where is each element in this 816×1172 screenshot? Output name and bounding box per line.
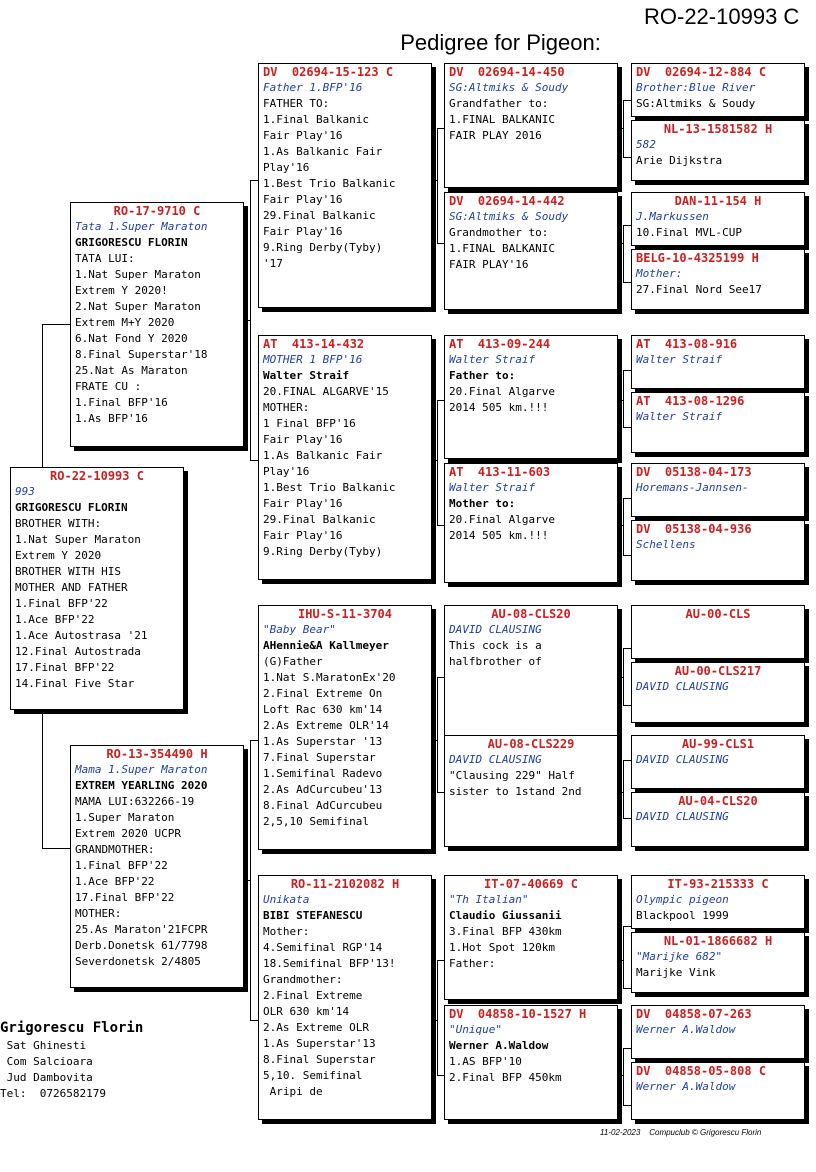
connector-line — [437, 960, 444, 961]
pigeon-info-line: Father to: — [449, 369, 516, 382]
pigeon-info-line: Werner A.Waldow — [449, 1039, 549, 1052]
connector-line — [623, 282, 631, 283]
pigeon-box-grandparent-2[interactable] — [258, 335, 432, 580]
pigeon-info-line: 2.As AdCurcubeu'13 — [263, 783, 383, 796]
pigeon-info-line: EXTREM YEARLING 2020 — [75, 779, 208, 792]
pigeon-box-great-grandparent-3[interactable] — [444, 335, 618, 459]
connector-line — [623, 648, 624, 705]
connector-line — [437, 128, 438, 243]
pigeon-info-line: FAIR PLAY'16 — [449, 258, 529, 271]
pigeon-info-line: Play'16 — [263, 465, 310, 478]
connector-line — [250, 180, 258, 181]
pigeon-info-line: Brother:Blue River — [636, 81, 756, 94]
pigeon-info-line: Walter Straif — [263, 369, 350, 382]
pigeon-info-line: BROTHER WITH HIS — [15, 565, 121, 578]
connector-line — [437, 677, 444, 678]
pigeon-info-line: 25.As Maraton'21FCPR — [75, 923, 208, 936]
pigeon-box-ancestor-2[interactable] — [631, 120, 805, 181]
ring-number: RO-11-2102082 H — [290, 877, 400, 891]
pigeon-info-line: Werner A.Waldow — [636, 1080, 736, 1093]
ring-number: DAN-11-154 H — [674, 194, 762, 208]
pigeon-box-ancestor-5[interactable] — [631, 335, 805, 389]
connector-line — [437, 243, 444, 244]
ring-number: AT 413-09-244 — [449, 337, 551, 351]
ring-number: AU-08-CLS229 — [487, 737, 575, 751]
pigeon-info-line: 17.Final BFP'22 — [15, 661, 115, 674]
pigeon-info-line: Loft Rac 630 km'14 — [263, 703, 383, 716]
pigeon-box-great-grandparent-1[interactable] — [444, 63, 618, 188]
connector-line — [437, 400, 438, 525]
pigeon-info-line: "Baby Bear" — [263, 623, 336, 636]
pigeon-box-great-grandparent-8[interactable] — [444, 1005, 618, 1120]
connector-line — [623, 818, 631, 819]
pigeon-info-line: 14.Final Five Star — [15, 677, 135, 690]
pigeon-info-line: 29.Final Balkanic — [263, 513, 376, 526]
pigeon-info-line: "Marijke 682" — [636, 950, 723, 963]
connector-line — [623, 370, 624, 427]
pigeon-info-line: 1 Final BFP'16 — [263, 417, 356, 430]
pigeon-info-line: Severdonetsk 2/4805 — [75, 955, 201, 968]
pigeon-box-great-grandparent-7[interactable] — [444, 875, 618, 1000]
pigeon-info-line: Fair Play'16 — [263, 529, 343, 542]
ring-number: RO-22-10993 C — [50, 469, 144, 483]
pigeon-info-line: 2.As Extreme OLR — [263, 1021, 369, 1034]
connector-line — [250, 1020, 258, 1021]
pigeon-info-line: 1.As Superstar '13 — [263, 735, 383, 748]
pigeon-box-great-grandparent-6[interactable] — [444, 735, 618, 847]
pigeon-info-line: OLR 630 km'14 — [263, 1005, 350, 1018]
ring-number: RO-13-354490 H — [106, 747, 208, 761]
pigeon-info-line: 1.AS BFP'10 — [449, 1055, 522, 1068]
pigeon-info-line: Blackpool 1999 — [636, 909, 729, 922]
pigeon-info-line: 2.Final Extreme — [263, 989, 363, 1002]
connector-line — [42, 848, 70, 849]
pigeon-info-line: Father 1.BFP'16 — [263, 81, 363, 94]
pigeon-info-line: 8.Final AdCurcubeu — [263, 799, 383, 812]
owner-address-2: Com Salcioara — [0, 1055, 93, 1068]
connector-line — [623, 498, 631, 499]
pigeon-info-line: (G)Father — [263, 655, 323, 668]
connector-line — [623, 1048, 631, 1049]
ring-number: AT 413-11-603 — [449, 465, 551, 479]
pigeon-info-line: Mama 1.Super Maraton — [75, 763, 208, 776]
connector-line — [623, 100, 624, 157]
pigeon-info-line: Extrem Y 2020! — [75, 284, 168, 297]
pigeon-info-line: 20.Final Algarve — [449, 385, 555, 398]
pigeon-info-line: J.Markussen — [636, 210, 709, 223]
pigeon-box-ancestor-7[interactable] — [631, 463, 805, 517]
pigeon-info-line: 10.Final MVL-CUP — [636, 226, 742, 239]
pigeon-info-line: 993 — [15, 485, 35, 498]
pigeon-info-line: DAVID CLAUSING — [636, 810, 729, 823]
ring-number: BELG-10-4325199 H — [636, 251, 759, 265]
pigeon-info-line: 1.Nat Super Maraton — [75, 268, 201, 281]
connector-line — [250, 740, 258, 741]
pigeon-info-line: Father: — [449, 957, 496, 970]
pigeon-info-line: 1.As Balkanic Fair — [263, 449, 383, 462]
pigeon-info-line: 3.Final BFP 430km — [449, 925, 562, 938]
connector-line — [623, 370, 631, 371]
pigeon-box-ancestor-1[interactable] — [631, 63, 805, 117]
ring-number: DV 05138-04-936 — [636, 522, 752, 536]
pigeon-info-line: 1.As BFP'16 — [75, 412, 148, 425]
pigeon-info-line: "Unique" — [449, 1023, 502, 1036]
footer-credit: 11-02-2023 Compuclub © Grigorescu Florin — [600, 1128, 762, 1137]
pigeon-info-line: 1.Nat S.MaratonEx'20 — [263, 671, 396, 684]
pigeon-info-line: GRIGORESCU FLORIN — [75, 236, 188, 249]
pigeon-info-line: This cock is a — [449, 639, 542, 652]
owner-phone: Tel: 0726582179 — [0, 1087, 106, 1100]
pigeon-box-ancestor-10[interactable] — [631, 662, 805, 723]
pigeon-info-line: SG:Altmiks & Soudy — [449, 210, 569, 223]
pigeon-info-line: 1.Nat Super Maraton — [15, 533, 141, 546]
pigeon-info-line: MOTHER: — [75, 907, 122, 920]
pigeon-info-line: 2.Nat Super Maraton — [75, 300, 201, 313]
ring-number: DV 04858-05-808 C — [636, 1064, 767, 1078]
pigeon-info-line: 12.Final Autostrada — [15, 645, 141, 658]
pigeon-info-line: 1.Ace Autostrasa '21 — [15, 629, 148, 642]
pigeon-info-line: TATA LUI: — [75, 252, 135, 265]
pigeon-info-line: halfbrother of — [449, 655, 542, 668]
pigeon-info-line: 9.Ring Derby(Tyby) — [263, 545, 383, 558]
pigeon-info-line: Arie Dijkstra — [636, 154, 723, 167]
pigeon-info-line: Play'16 — [263, 161, 310, 174]
connector-line — [623, 926, 631, 927]
pigeon-info-line: Walter Straif — [449, 353, 536, 366]
pigeon-info-line: MOTHER: — [263, 401, 310, 414]
pigeon-info-line: Grandfather to: — [449, 97, 549, 110]
pigeon-info-line: 1.Semifinal Radevo — [263, 767, 383, 780]
pigeon-box-ancestor-13[interactable] — [631, 875, 805, 929]
pigeon-info-line: Olympic pigeon — [636, 893, 729, 906]
pigeon-box-ancestor-16[interactable] — [631, 1062, 805, 1120]
connector-line — [42, 324, 43, 469]
ring-number: AU-08-CLS20 — [491, 607, 571, 621]
pigeon-info-line: MAMA LUI:632266-19 — [75, 795, 195, 808]
pigeon-info-line: 1.Final BFP'22 — [15, 597, 108, 610]
connector-line — [42, 708, 43, 848]
pigeon-info-line: 582 — [636, 138, 656, 151]
pigeon-info-line: Grandmother to: — [449, 226, 549, 239]
pigeon-info-line: MOTHER AND FATHER — [15, 581, 128, 594]
pigeon-box-ancestor-8[interactable] — [631, 520, 805, 581]
pigeon-info-line: 2014 505 km.!!! — [449, 529, 549, 542]
connector-line — [437, 677, 438, 792]
connector-line — [623, 157, 631, 158]
connector-line — [623, 760, 631, 761]
pigeon-info-line: 8.Final Superstar — [263, 1053, 376, 1066]
pigeon-box-ancestor-3[interactable] — [631, 192, 805, 246]
pigeon-info-line: 2.Final BFP 450km — [449, 1071, 562, 1084]
pigeon-box-great-grandparent-2[interactable] — [444, 192, 618, 310]
owner-address-1: Sat Ghinesti — [0, 1039, 87, 1052]
ring-number: AU-99-CLS1 — [681, 737, 755, 751]
pigeon-box-ancestor-15[interactable] — [631, 1005, 805, 1059]
pigeon-info-line: GRANDMOTHER: — [75, 843, 155, 856]
connector-line — [623, 1105, 631, 1106]
pigeon-info-line: Marijke Vink — [636, 966, 716, 979]
pigeon-info-line: GRIGORESCU FLORIN — [15, 501, 128, 514]
ring-number: DV 02694-14-442 — [449, 194, 565, 208]
pigeon-info-line: 1.Final BFP'16 — [75, 396, 168, 409]
pigeon-info-line: 27.Final Nord See17 — [636, 283, 762, 296]
pigeon-box-great-grandparent-5[interactable] — [444, 605, 618, 743]
pigeon-info-line: Fair Play'16 — [263, 433, 343, 446]
pigeon-box-grandparent-1[interactable] — [258, 63, 432, 308]
ring-number: AU-04-CLS20 — [678, 794, 758, 808]
pigeon-info-line: Grandmother: — [263, 973, 343, 986]
pigeon-info-line: 7.Final Superstar — [263, 751, 376, 764]
connector-line — [623, 648, 631, 649]
ring-number: NL-13-1581582 H — [663, 122, 773, 136]
pigeon-info-line: 1.Ace BFP'22 — [15, 613, 95, 626]
pigeon-info-line: Mother: — [263, 925, 310, 938]
pigeon-box-ancestor-6[interactable] — [631, 392, 805, 453]
pigeon-info-line: Horemans-Jannsen- — [636, 481, 749, 494]
pigeon-info-line: Extrem Y 2020 — [15, 549, 102, 562]
owner-name: Grigorescu Florin — [0, 1020, 144, 1036]
pigeon-box-ancestor-11[interactable] — [631, 735, 805, 789]
ring-number: IHU-S-11-3704 — [298, 607, 392, 621]
connector-line — [250, 740, 251, 1020]
pigeon-info-line: Mother: — [636, 267, 683, 280]
ring-number: AT 413-08-1296 — [636, 394, 745, 408]
pigeon-info-line: AHennie&A Kallmeyer — [263, 639, 389, 652]
pigeon-box-ancestor-4[interactable] — [631, 249, 805, 310]
connector-line — [623, 988, 631, 989]
pigeon-info-line: 18.Semifinal BFP'13! — [263, 957, 396, 970]
ring-number: DV 04858-07-263 — [636, 1007, 752, 1021]
pigeon-info-line: 2014 505 km.!!! — [449, 401, 549, 414]
ring-number: DV 02694-15-123 C — [263, 65, 394, 79]
pigeon-info-line: Tata 1.Super Maraton — [75, 220, 208, 233]
connector-line — [623, 100, 631, 101]
ring-number: DV 05138-04-173 — [636, 465, 752, 479]
pigeon-info-line: 29.Final Balkanic — [263, 209, 376, 222]
ring-number: AT 413-14-432 — [263, 337, 365, 351]
connector-line — [437, 400, 444, 401]
pigeon-info-line: MOTHER 1 BFP'16 — [263, 353, 363, 366]
pigeon-info-line: 1.Ace BFP'22 — [75, 875, 155, 888]
connector-line — [623, 705, 631, 706]
pigeon-box-sire[interactable] — [70, 202, 244, 447]
pigeon-info-line: FRATE CU : — [75, 380, 142, 393]
pigeon-info-line: "Th Italian" — [449, 893, 529, 906]
pigeon-info-line: DAVID CLAUSING — [449, 753, 542, 766]
ring-number: AU-00-CLS217 — [674, 664, 762, 678]
ring-number: AT 413-08-916 — [636, 337, 738, 351]
pigeon-info-line: 20.Final Algarve — [449, 513, 555, 526]
pigeon-info-line: 6.Nat Fond Y 2020 — [75, 332, 188, 345]
pigeon-info-line: Fair Play'16 — [263, 497, 343, 510]
ring-number: IT-93-215333 C — [667, 877, 769, 891]
pigeon-info-line: Mother to: — [449, 497, 516, 510]
pigeon-info-line: 1.Final BFP'22 — [75, 859, 168, 872]
pigeon-info-line: 1.Final Balkanic — [263, 113, 369, 126]
ring-number: DV 02694-12-884 C — [636, 65, 767, 79]
pigeon-info-line: Derb.Donetsk 61/7798 — [75, 939, 208, 952]
pigeon-info-line: Walter Straif — [636, 410, 723, 423]
connector-line — [437, 960, 438, 1075]
pigeon-info-line: 2.As Extreme OLR'14 — [263, 719, 389, 732]
connector-line — [250, 460, 258, 461]
ring-number: NL-01-1866682 H — [663, 934, 773, 948]
pigeon-info-line: 2,5,10 Semifinal — [263, 815, 369, 828]
connector-line — [437, 1075, 444, 1076]
title-label: Pedigree for Pigeon: — [400, 30, 601, 55]
pigeon-info-line: SG:Altmiks & Soudy — [449, 81, 569, 94]
ring-number: AU-00-CLS — [685, 607, 751, 621]
pigeon-info-line: Claudio Giussanii — [449, 909, 562, 922]
pigeon-info-line: 1.As Balkanic Fair — [263, 145, 383, 158]
pigeon-info-line: FATHER TO: — [263, 97, 330, 110]
pigeon-info-line: 4.Semifinal RGP'14 — [263, 941, 383, 954]
pigeon-info-line: Fair Play'16 — [263, 225, 343, 238]
connector-line — [437, 128, 444, 129]
pigeon-info-line: 2.Final Extreme On — [263, 687, 383, 700]
pigeon-info-line: Aripi de — [263, 1085, 323, 1098]
pigeon-info-line: Werner A.Waldow — [636, 1023, 736, 1036]
pigeon-box-ancestor-14[interactable] — [631, 932, 805, 993]
connector-line — [623, 760, 624, 818]
page-title — [388, 4, 800, 56]
connector-line — [42, 324, 70, 325]
pigeon-info-line: BROTHER WITH: — [15, 517, 102, 530]
connector-line — [623, 555, 631, 556]
owner-address-3: Jud Dambovita — [0, 1071, 93, 1084]
connector-line — [623, 1048, 624, 1105]
pigeon-info-line: 1.Hot Spot 120km — [449, 941, 555, 954]
ring-number: IT-07-40669 C — [484, 877, 578, 891]
pigeon-info-line: Extrem M+Y 2020 — [75, 316, 175, 329]
pigeon-info-line: DAVID CLAUSING — [636, 753, 729, 766]
pigeon-info-line: 17.Final BFP'22 — [75, 891, 175, 904]
pigeon-info-line: DAVID CLAUSING — [636, 680, 729, 693]
pigeon-box-subject[interactable] — [10, 467, 184, 710]
pigeon-info-line: Unikata — [263, 893, 310, 906]
connector-line — [623, 225, 624, 282]
pigeon-box-grandparent-3[interactable] — [258, 605, 432, 850]
pigeon-info-line: "Clausing 229" Half — [449, 769, 575, 782]
pigeon-info-line: 1.Best Trio Balkanic — [263, 481, 396, 494]
pigeon-info-line: 20.FINAL ALGARVE'15 — [263, 385, 389, 398]
title-ring: RO-22-10993 C — [644, 4, 800, 29]
pigeon-info-line: 8.Final Superstar'18 — [75, 348, 208, 361]
pigeon-info-line: 1.Super Maraton — [75, 811, 175, 824]
pigeon-info-line: Schellens — [636, 538, 696, 551]
pigeon-info-line: 1.Best Trio Balkanic — [263, 177, 396, 190]
pigeon-info-line: DAVID CLAUSING — [449, 623, 542, 636]
pigeon-info-line: 25.Nat As Maraton — [75, 364, 188, 377]
owner-block — [0, 1018, 143, 1102]
ring-number: RO-17-9710 C — [113, 204, 201, 218]
pigeon-info-line: FAIR PLAY 2016 — [449, 129, 542, 142]
pigeon-info-line: Extrem 2020 UCPR — [75, 827, 181, 840]
connector-line — [623, 926, 624, 988]
pigeon-info-line: 1.FINAL BALKANIC — [449, 113, 555, 126]
pigeon-info-line: Fair Play'16 — [263, 129, 343, 142]
pigeon-info-line: sister to 1stand 2nd — [449, 785, 582, 798]
pigeon-info-line: 9.Ring Derby(Tyby) — [263, 241, 383, 254]
connector-line — [623, 225, 631, 226]
pigeon-info-line: '17 — [263, 257, 283, 270]
connector-line — [623, 427, 631, 428]
connector-line — [623, 498, 624, 555]
pigeon-info-line: 1.As Superstar'13 — [263, 1037, 376, 1050]
pigeon-info-line: Fair Play'16 — [263, 193, 343, 206]
pigeon-info-line: 5,10. Semifinal — [263, 1069, 363, 1082]
ring-number: DV 02694-14-450 — [449, 65, 565, 79]
pigeon-info-line: 1.FINAL BALKANIC — [449, 242, 555, 255]
pigeon-info-line: Walter Straif — [636, 353, 723, 366]
pigeon-box-grandparent-4[interactable] — [258, 875, 432, 1120]
pigeon-box-ancestor-12[interactable] — [631, 792, 805, 847]
pigeon-info-line: Walter Straif — [449, 481, 536, 494]
pigeon-info-line: SG:Altmiks & Soudy — [636, 97, 756, 110]
pigeon-box-dam[interactable] — [70, 745, 244, 988]
pigeon-box-ancestor-9[interactable] — [631, 605, 805, 659]
pigeon-info-line: BIBI STEFANESCU — [263, 909, 363, 922]
connector-line — [437, 792, 444, 793]
ring-number: DV 04858-10-1527 H — [449, 1007, 587, 1021]
pigeon-box-great-grandparent-4[interactable] — [444, 463, 618, 583]
connector-line — [250, 180, 251, 460]
connector-line — [437, 525, 444, 526]
